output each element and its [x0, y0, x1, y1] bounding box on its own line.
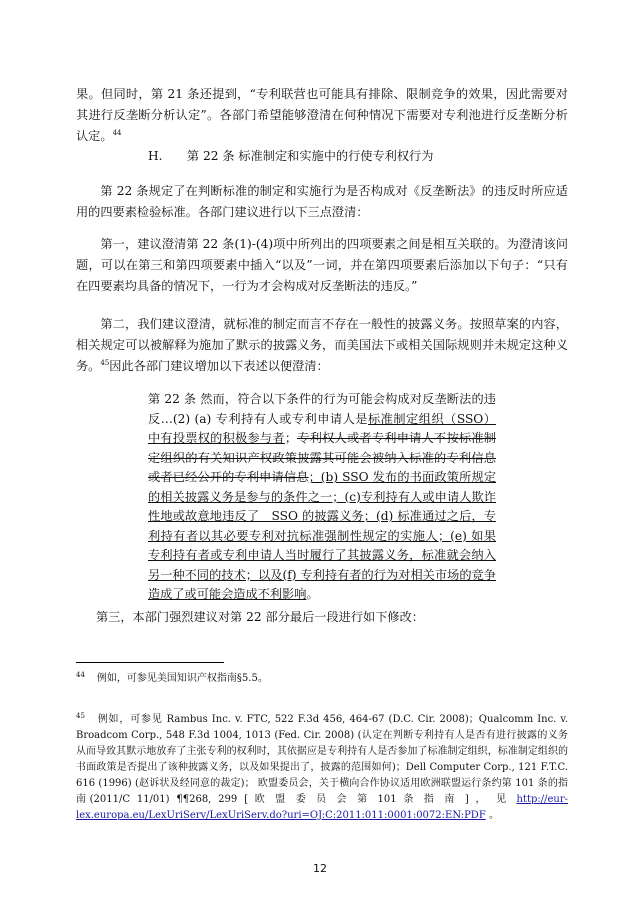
footnote-text: 例如，可参见 Rambus Inc. v. FTC, 522 F.3d 456, 464-67 (D.C. Cir. 2008)；Qualcomm Inc. v. Broadcom Corp., 548 F.3d 1004, 1013 (Fed. Cir. 2008) (认定在判断专利持有人是否有进行披露的义务从而导致其默示地放弃了主张专利的权利时，其依据应是专利持有人是否参加了标准制定组织，标准制定组织的书面政策是否提出了该种披露义务，以及如果提出了，披露的范围如何)；Dell Computer Corp., 121 F.T.C. 616 (1996) (赵诉状及经同意的裁定)； 欧盟委员会，关于横向合作协议适用欧洲联盟运行条约第 101 条的指南(2011/C 11/01) ¶¶268, 299 [ 欧 盟 委 员 会 第 101 条 指 南 ] ， 见 [76, 714, 568, 805]
amendment-text: ； [284, 431, 297, 445]
paragraph-third-clarification: 第三，本部门强烈建议对第 22 部分最后一段进行如下修改： [96, 610, 424, 624]
footnote-44 [76, 671, 568, 687]
footnote-ref-44[interactable]: 44 [112, 128, 122, 137]
inserted-text: 标准制定组织（SSO）中有投票权的积极参与者 [148, 411, 496, 445]
paragraph-continued [76, 84, 568, 147]
footnote-number: 45 [76, 711, 85, 720]
footnote-separator [76, 662, 224, 663]
paragraph-article-22-intro: 第 22 条规定了在判断标准的制定和实施行为是否构成对《反垄断法》的违反时所应适用的四要素检验标准。各部门建议进行以下三点澄清： [76, 184, 568, 219]
footnote-ref-45[interactable]: 45 [100, 358, 110, 367]
footnote-45 [76, 712, 568, 824]
paragraph-second-clarification [76, 314, 568, 377]
inserted-text: ；(b) SSO 发布的书面政策所规定的相关披露义务是参与的条件之一；(c)专利持有人或申请人欺诈性地或故意地违反了 SSO 的披露义务；(d) 标准通过之后，专利持有者以其必要专利对抗标准强制性规定的实施人；(e) 如果专利持有者或专利申请人当时履行了其披露义务，标准就会纳入另一种不同的技术；以及(f) 专利持有者的行为对相关市场的竞争造成了或可能会造成不利影响 [148, 470, 497, 601]
paragraph-first-clarification: 第一，建议澄清第 22 条(1)-(4)项中所列出的四项要素之间是相互关联的。为澄清该问题，可以在第三和第四项要素中插入“以及”一词，并在第四项要素后添加以下句子：“只有在四要素均具备的情况下，一行为才会构成对反垄断法的违反。” [76, 237, 568, 293]
amendment-text: 。 [306, 587, 319, 601]
paragraph-text: 第二，我们建议澄清，就标准的制定而言不存在一般性的披露义务。按照草案的内容，相关规定可以被解释为施加了默示的披露义务，而美国法下或相关国际规则并未规定这种义务。 [76, 317, 568, 373]
paragraph-text: 果。但同时，第 21 条还提到，“专利联营也可能具有排除、限制竞争的效果，因此需要对其进行反垄断分析认定”。各部门希望能够澄清在何种情况下需要对专利池进行反垄断分析认定。 [76, 87, 568, 143]
eur-lex-link[interactable]: http://eur-lex.europa.eu/LexUriServ/LexUriServ.do?uri=OJ:C:2011:011:0001:0072:EN:PDF [76, 794, 568, 821]
deleted-text: 专利权人或者专利申请人不按标准制定组织的有关知识产权政策披露其可能会被纳入标准的专利信息或者已经公开的专利申请信息 [148, 431, 496, 484]
proposed-amendment-block [148, 390, 496, 605]
footnote-number: 44 [76, 670, 85, 679]
section-heading: H. 第 22 条 标准制定和实施中的行使专利权行为 [148, 149, 434, 163]
footnote-text: 。 [485, 810, 499, 821]
paragraph-text: 因此各部门建议增加以下表述以便澄清： [109, 359, 329, 373]
amendment-text: 第 22 条 然而，符合以下条件的行为可能会构成对反垄断法的违反…(2) (a) 专利持有人或专利申请人是 [148, 392, 496, 426]
footnote-text: 例如，可参见美国知识产权指南§5.5。 [96, 673, 268, 684]
page-number: 12 [313, 862, 327, 875]
